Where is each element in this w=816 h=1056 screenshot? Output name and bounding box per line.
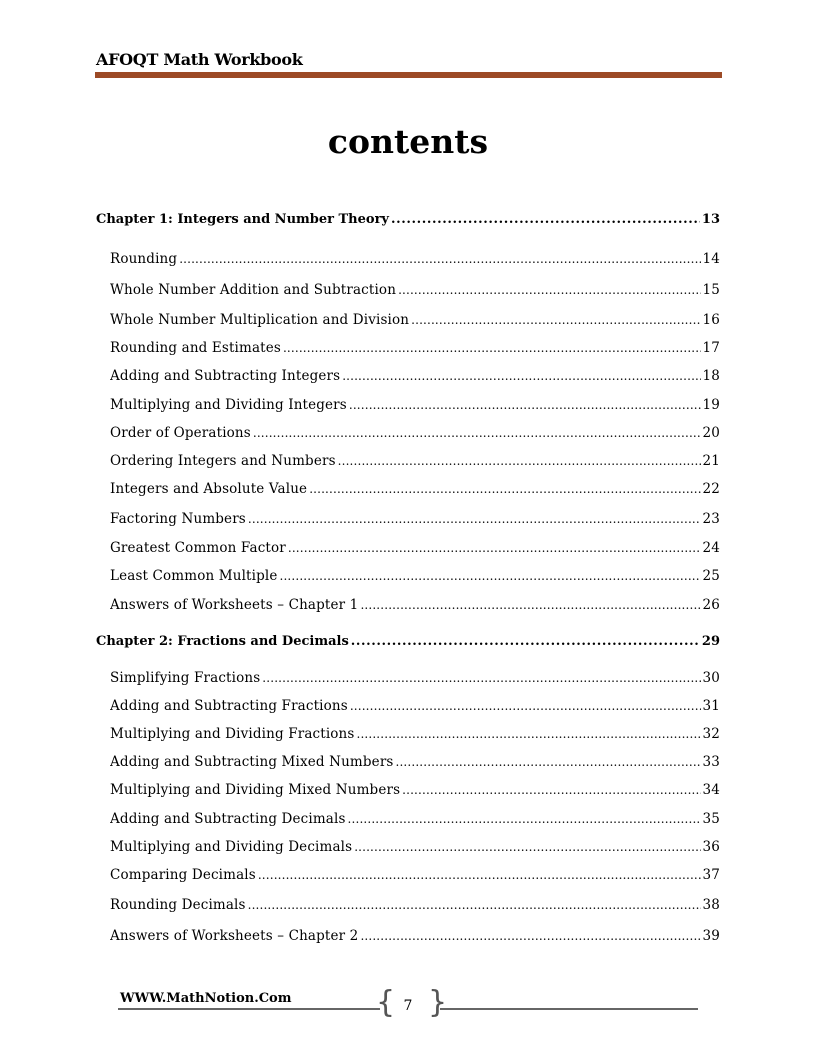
toc-entry-label: Whole Number Addition and Subtraction <box>110 282 397 298</box>
toc-page-number: 35 <box>702 811 720 827</box>
toc-entry[interactable] <box>110 897 720 913</box>
toc-chapter[interactable] <box>96 634 720 649</box>
toc-page-number: 19 <box>702 397 720 413</box>
toc-entry-label: Multiplying and Dividing Fractions <box>110 726 355 742</box>
toc-page-number: 30 <box>702 670 720 686</box>
toc-entry-label: Answers of Worksheets – Chapter 2 <box>110 928 359 944</box>
toc-entry[interactable] <box>110 540 720 556</box>
header-rule <box>95 72 722 78</box>
toc-entry-label: Greatest Common Factor <box>110 540 286 556</box>
leader-dots <box>258 868 701 882</box>
toc-entry[interactable] <box>110 839 720 855</box>
leader-dots <box>391 212 700 227</box>
right-brace-icon: } <box>428 985 448 1020</box>
leader-dots <box>402 783 700 797</box>
toc-entry-label: Factoring Numbers <box>110 511 246 527</box>
leader-dots <box>283 341 701 355</box>
footer-rule-left <box>118 1008 380 1010</box>
toc-page-number: 22 <box>702 481 720 497</box>
leader-dots <box>350 699 701 713</box>
toc-entry-label: Multiplying and Dividing Integers <box>110 397 347 413</box>
toc-page-number: 25 <box>702 568 720 584</box>
leader-dots <box>309 482 700 496</box>
leader-dots <box>360 598 700 612</box>
leader-dots <box>338 454 701 468</box>
toc-entry[interactable] <box>110 867 720 883</box>
toc-page-number: 21 <box>702 453 720 469</box>
leader-dots <box>342 369 700 383</box>
toc-entry-label: Adding and Subtracting Fractions <box>110 698 348 714</box>
toc-entry[interactable] <box>110 670 720 686</box>
toc-page-number: 20 <box>702 425 720 441</box>
toc-page-number: 23 <box>702 511 720 527</box>
leader-dots <box>253 426 701 440</box>
toc-page-number: 34 <box>702 782 720 798</box>
leader-dots <box>356 727 700 741</box>
toc-entry-label: Multiplying and Dividing Decimals <box>110 839 353 855</box>
toc-entry[interactable] <box>110 698 720 714</box>
toc-entry[interactable] <box>110 811 720 827</box>
toc-entry-label: Rounding <box>110 251 178 267</box>
page-number: 7 <box>403 998 413 1014</box>
leader-dots <box>354 840 700 854</box>
left-brace-icon: { <box>376 985 396 1020</box>
toc-entry-label: Least Common Multiple <box>110 568 278 584</box>
leader-dots <box>360 929 700 943</box>
toc-page-number: 14 <box>702 251 720 267</box>
running-head-title: AFOQT Math Workbook <box>96 50 303 69</box>
toc-entry[interactable] <box>110 726 720 742</box>
toc-entry[interactable] <box>110 597 720 613</box>
leader-dots <box>248 898 701 912</box>
toc-page-number: 29 <box>701 634 720 649</box>
toc-entry-label: Comparing Decimals <box>110 867 256 883</box>
toc-entry[interactable] <box>110 340 720 356</box>
toc-page-number: 37 <box>702 867 720 883</box>
leader-dots <box>411 313 700 327</box>
toc-entry-label: Rounding Decimals <box>110 897 246 913</box>
toc-chapter-label: Chapter 1: Integers and Number Theory <box>96 212 389 227</box>
toc-entry[interactable] <box>110 251 720 267</box>
toc-entry-label: Order of Operations <box>110 425 251 441</box>
footer-website: WWW.MathNotion.Com <box>120 991 292 1006</box>
toc-entry[interactable] <box>110 453 720 469</box>
toc-entry-label: Ordering Integers and Numbers <box>110 453 336 469</box>
toc-page-number: 17 <box>702 340 720 356</box>
toc-entry-label: Rounding and Estimates <box>110 340 281 356</box>
toc-page-number: 15 <box>702 282 720 298</box>
leader-dots <box>349 398 701 412</box>
toc-entry-label: Adding and Subtracting Mixed Numbers <box>110 754 394 770</box>
leader-dots <box>396 755 701 769</box>
toc-entry[interactable] <box>110 368 720 384</box>
leader-dots <box>398 283 700 297</box>
leader-dots <box>179 252 700 266</box>
toc-entry[interactable] <box>110 568 720 584</box>
toc-entry-label: Multiplying and Dividing Mixed Numbers <box>110 782 401 798</box>
toc-page-number: 32 <box>702 726 720 742</box>
toc-entry-label: Adding and Subtracting Decimals <box>110 811 346 827</box>
toc-entry[interactable] <box>110 481 720 497</box>
toc-chapter[interactable] <box>96 212 720 227</box>
toc-page-number: 13 <box>701 212 720 227</box>
toc-entry[interactable] <box>110 425 720 441</box>
footer-rule-right <box>440 1008 698 1010</box>
toc-entry-label: Simplifying Fractions <box>110 670 261 686</box>
toc-entry[interactable] <box>110 754 720 770</box>
toc-entry-label: Answers of Worksheets – Chapter 1 <box>110 597 359 613</box>
leader-dots <box>348 812 701 826</box>
leader-dots <box>288 541 701 555</box>
toc-entry[interactable] <box>110 282 720 298</box>
toc-page-number: 16 <box>702 312 720 328</box>
toc-page-number: 24 <box>702 540 720 556</box>
toc-entry-label: Integers and Absolute Value <box>110 481 308 497</box>
toc-page-number: 18 <box>702 368 720 384</box>
toc-entry-label: Adding and Subtracting Integers <box>110 368 341 384</box>
toc-page-number: 38 <box>702 897 720 913</box>
toc-page-number: 33 <box>702 754 720 770</box>
page-title: contents <box>327 122 489 161</box>
leader-dots <box>248 512 701 526</box>
toc-page-number: 26 <box>702 597 720 613</box>
leader-dots <box>262 671 700 685</box>
toc-page-number: 39 <box>702 928 720 944</box>
leader-dots <box>280 569 701 583</box>
toc-entry[interactable] <box>110 928 720 944</box>
toc-page-number: 36 <box>702 839 720 855</box>
toc-entry[interactable] <box>110 312 720 328</box>
toc-page-number: 31 <box>702 698 720 714</box>
toc-entry[interactable] <box>110 397 720 413</box>
toc-chapter-label: Chapter 2: Fractions and Decimals <box>96 634 349 649</box>
toc-entry-label: Whole Number Multiplication and Division <box>110 312 410 328</box>
toc-entry[interactable] <box>110 782 720 798</box>
toc-entry[interactable] <box>110 511 720 527</box>
leader-dots <box>351 634 700 649</box>
